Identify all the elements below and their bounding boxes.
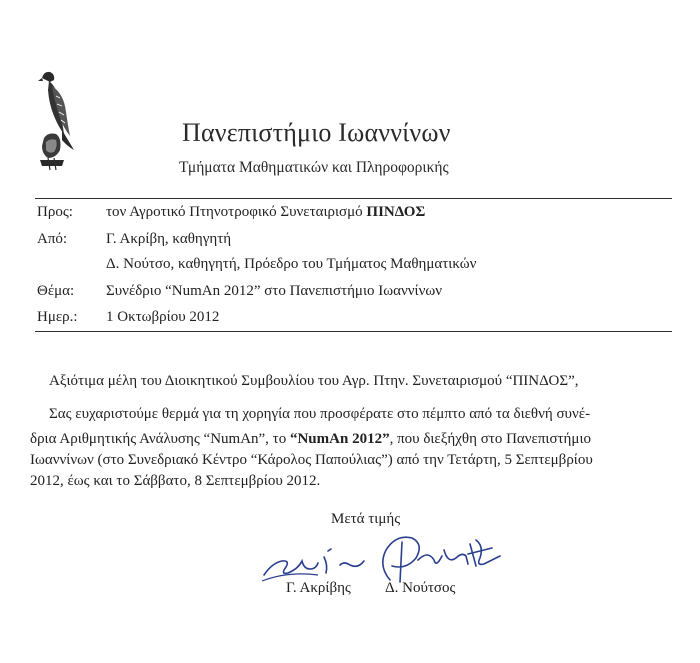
eagle-emblem-icon <box>34 66 84 174</box>
letter-greeting: Αξιότιμα μέλη του Διοικητικού Συμβουλίου του Αγρ. Πτην. Συνεταιρισμού “ΠΙΝΔΟΣ”, <box>49 373 579 389</box>
header-divider-bottom <box>35 331 672 332</box>
closing-salutation: Μετά τιμής <box>331 511 401 527</box>
letter-body-line-1: Σας ευχαριστούμε θερμά για τη χορηγία που προσφέρατε στο πέμπτο από τα διεθνή συνέ- <box>49 406 591 422</box>
memo-from-line1: Γ. Ακρίβη, καθηγητή <box>106 231 232 247</box>
letter-body-line-3: Ιωαννίνων (στο Συνεδριακό Κέντρο “Κάρολος Παπούλιας”) από την Τετάρτη, 5 Σεπτεμβρίου <box>30 452 593 468</box>
header-divider-top <box>35 198 672 199</box>
memo-date-label: Ημερ.: <box>37 309 78 325</box>
memo-subject-label: Θέμα: <box>37 283 75 299</box>
memo-date-value: 1 Οκτωβρίου 2012 <box>106 309 220 325</box>
memo-from-label: Από: <box>37 231 68 247</box>
signer-akrivis: Γ. Ακρίβης <box>286 580 351 596</box>
signer-noutsos: Δ. Νούτσος <box>385 580 456 596</box>
signature-akrivis-icon <box>258 535 368 585</box>
memo-to-text: τον Αγροτικό Πτηνοτροφικό Συνεταιρισμό <box>106 204 367 220</box>
memo-to-bold: ΠΙΝΔΟΣ <box>366 204 426 220</box>
letter-body-line-4: 2012, έως και το Σάββατο, 8 Σεπτεμβρίου 2012. <box>30 473 321 489</box>
letter-body-line-2-a: δρια Αριθμητικής Ανάλυσης “NumAn”, το <box>30 431 290 447</box>
memo-to-value <box>106 204 425 221</box>
university-name: Πανεπιστήμιο Ιωαννίνων <box>182 118 451 147</box>
letter-body-conference-name: “NumAn 2012” <box>289 431 390 447</box>
memo-to-label: Προς: <box>37 204 73 220</box>
departments-subtitle: Τμήματα Μαθηματικών και Πληροφορικής <box>179 159 449 176</box>
letter-body-line-2 <box>30 431 591 448</box>
memo-from-line2: Δ. Νούτσο, καθηγητή, Πρόεδρο του Τμήματος Μαθηματικών <box>106 256 477 272</box>
memo-subject-value: Συνέδριο “NumAn 2012” στο Πανεπιστήμιο Ιωαννίνων <box>106 283 443 299</box>
letter-body-line-2-b: , που διεξήχθη στο Πανεπιστήμιο <box>389 431 591 447</box>
